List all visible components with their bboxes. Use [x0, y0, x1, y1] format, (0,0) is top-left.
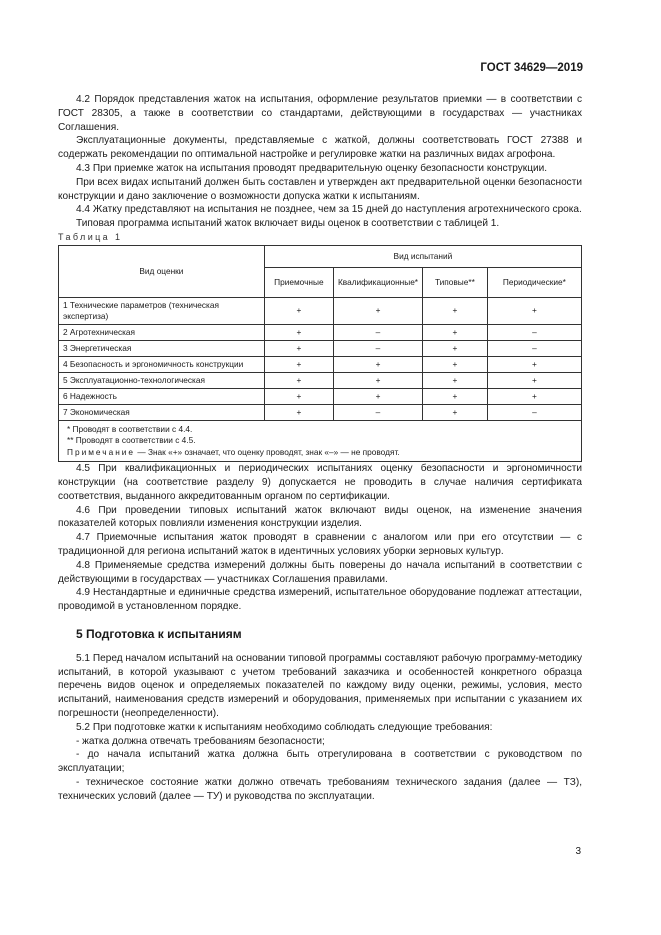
row-label: 4 Безопасность и эргономичность конструкции	[59, 356, 265, 372]
list-item: - жатка должна отвечать требованиям безопасности;	[76, 735, 325, 747]
header-test-type: Вид испытаний	[264, 245, 581, 267]
cell: +	[423, 372, 488, 388]
cell: –	[487, 404, 581, 420]
cell: +	[264, 388, 333, 404]
cell: +	[487, 297, 581, 324]
paragraph: Эксплуатационные документы, представляемые с жаткой, должны соответствовать ГОСТ 27388 и содержать рекомендации по оптимальной настройке и регулировке жатки на различных видах агрофона.	[58, 135, 582, 161]
table-row	[59, 372, 582, 388]
table-row	[59, 340, 582, 356]
header-col: Квалификационные*	[333, 267, 422, 297]
table-row	[59, 324, 582, 340]
paragraph: 5.1 Перед началом испытаний на основании типовой программы составляют рабочую программу-методику испытаний, в которой указывают с учетом требований заказчика и особенностей конкретного образца перечень видов оценок и определяемых показателей по каждому виду оценки, режимы, условия, место испытаний, наименования средств измерений и оборудования, применяемых при испытании с указанием их погрешности (неопределенности).	[58, 652, 582, 720]
table-row	[59, 356, 582, 372]
cell: +	[333, 297, 422, 324]
cell: +	[264, 340, 333, 356]
row-label: 3 Энергетическая	[59, 340, 265, 356]
paragraph: 4.7 Приемочные испытания жаток проводят в сравнении с аналогом или при его отсутствии — с традиционной для региона испытаний жаток в идентичных условиях уборки зерновых культур.	[58, 532, 582, 558]
table-row	[59, 388, 582, 404]
table-notes-row	[59, 420, 582, 462]
cell: +	[333, 356, 422, 372]
table-row	[59, 404, 582, 420]
header-col: Приемочные	[264, 267, 333, 297]
tests-table	[58, 245, 582, 463]
paragraph: Типовая программа испытаний жаток включает виды оценок в соответствии с таблицей 1.	[76, 218, 500, 230]
cell: –	[487, 324, 581, 340]
cell: +	[264, 356, 333, 372]
row-label: 1 Технические параметров (техническая экспертиза)	[59, 297, 265, 324]
remark-text: — Знак «+» означает, что оценку проводят, знак «–» — не проводят.	[135, 446, 400, 457]
cell: +	[264, 324, 333, 340]
cell: –	[333, 324, 422, 340]
paragraph: 4.6 При проведении типовых испытаний жаток включают виды оценок, на изменение значения показателей которых повлияли изменения конструкции изделия.	[58, 504, 582, 530]
cell: +	[423, 388, 488, 404]
cell: +	[333, 372, 422, 388]
cell: –	[333, 340, 422, 356]
cell: +	[333, 388, 422, 404]
footnote: ** Проводят в соответствии с 4.5.	[67, 435, 196, 446]
cell: +	[423, 404, 488, 420]
table-notes	[59, 420, 582, 462]
list-item: - техническое состояние жатки должно отвечать требованиям технического задания (далее — ТЗ), технических условий (далее — ТУ) и руководства по эксплуатации.	[58, 777, 582, 802]
cell: +	[264, 404, 333, 420]
cell: +	[487, 388, 581, 404]
header-eval-type: Вид оценки	[59, 245, 265, 297]
document-header: ГОСТ 34629—2019	[480, 62, 583, 74]
table-caption: Таблица 1	[58, 231, 123, 242]
section-title: 5 Подготовка к испытаниям	[76, 627, 242, 642]
cell: +	[264, 372, 333, 388]
cell: +	[487, 372, 581, 388]
cell: +	[423, 324, 488, 340]
paragraph: 4.4 Жатку представляют на испытания не позднее, чем за 15 дней до наступления агротехнического срока.	[76, 204, 582, 216]
paragraph: 4.5 При квалификационных и периодических испытаниях оценку безопасности и эргономичности конструкции (на соответствие разделу 9) допускается не проводить в случае наличия сертификата соответствия, выданного аккредитованным органом по сертификации.	[58, 463, 582, 502]
paragraph: При всех видах испытаний должен быть составлен и утвержден акт предварительной оценки безопасности конструкции и дано заключение о возможности допуска жатки к испытаниям.	[58, 176, 582, 202]
cell: +	[423, 297, 488, 324]
row-label: 2 Агротехническая	[59, 324, 265, 340]
cell: –	[487, 340, 581, 356]
header-col: Периодические*	[487, 267, 581, 297]
header-col: Типовые**	[423, 267, 488, 297]
row-label: 7 Экономическая	[59, 404, 265, 420]
row-label: 6 Надежность	[59, 388, 265, 404]
row-label: 5 Эксплуатационно-технологическая	[59, 372, 265, 388]
remark-label: Примечание	[67, 446, 136, 457]
cell: –	[333, 404, 422, 420]
cell: +	[487, 356, 581, 372]
table-row	[59, 297, 582, 324]
cell: +	[423, 340, 488, 356]
list-item: - до начала испытаний жатка должна быть отрегулирована в соответствии с руководством по эксплуатации;	[58, 749, 582, 775]
paragraph: 4.3 При приемке жаток на испытания проводят предварительную оценку безопасности конструкции.	[76, 162, 548, 174]
paragraph: 5.2 При подготовке жатки к испытаниям необходимо соблюдать следующие требования:	[76, 721, 493, 733]
cell: +	[423, 356, 488, 372]
paragraph: 4.2 Порядок представления жаток на испытания, оформление результатов приемки — в соответствии с ГОСТ 28305, а также в соответствии со стандартами, действующими в государствах — участниках Соглашения.	[58, 94, 582, 133]
cell: +	[264, 297, 333, 324]
page-content	[58, 93, 582, 804]
paragraph: 4.8 Применяемые средства измерений должны быть поверены до начала испытаний в соответствии с действующими в государствах — участниках Соглашения правилами.	[58, 559, 582, 585]
footnote: * Проводят в соответствии с 4.4.	[67, 423, 193, 434]
table-remark	[67, 447, 573, 459]
paragraph: 4.9 Нестандартные и единичные средства измерений, испытательное оборудование подлежат аттестации, проводимой в установленном порядке.	[58, 587, 582, 613]
page-number: 3	[575, 846, 581, 857]
